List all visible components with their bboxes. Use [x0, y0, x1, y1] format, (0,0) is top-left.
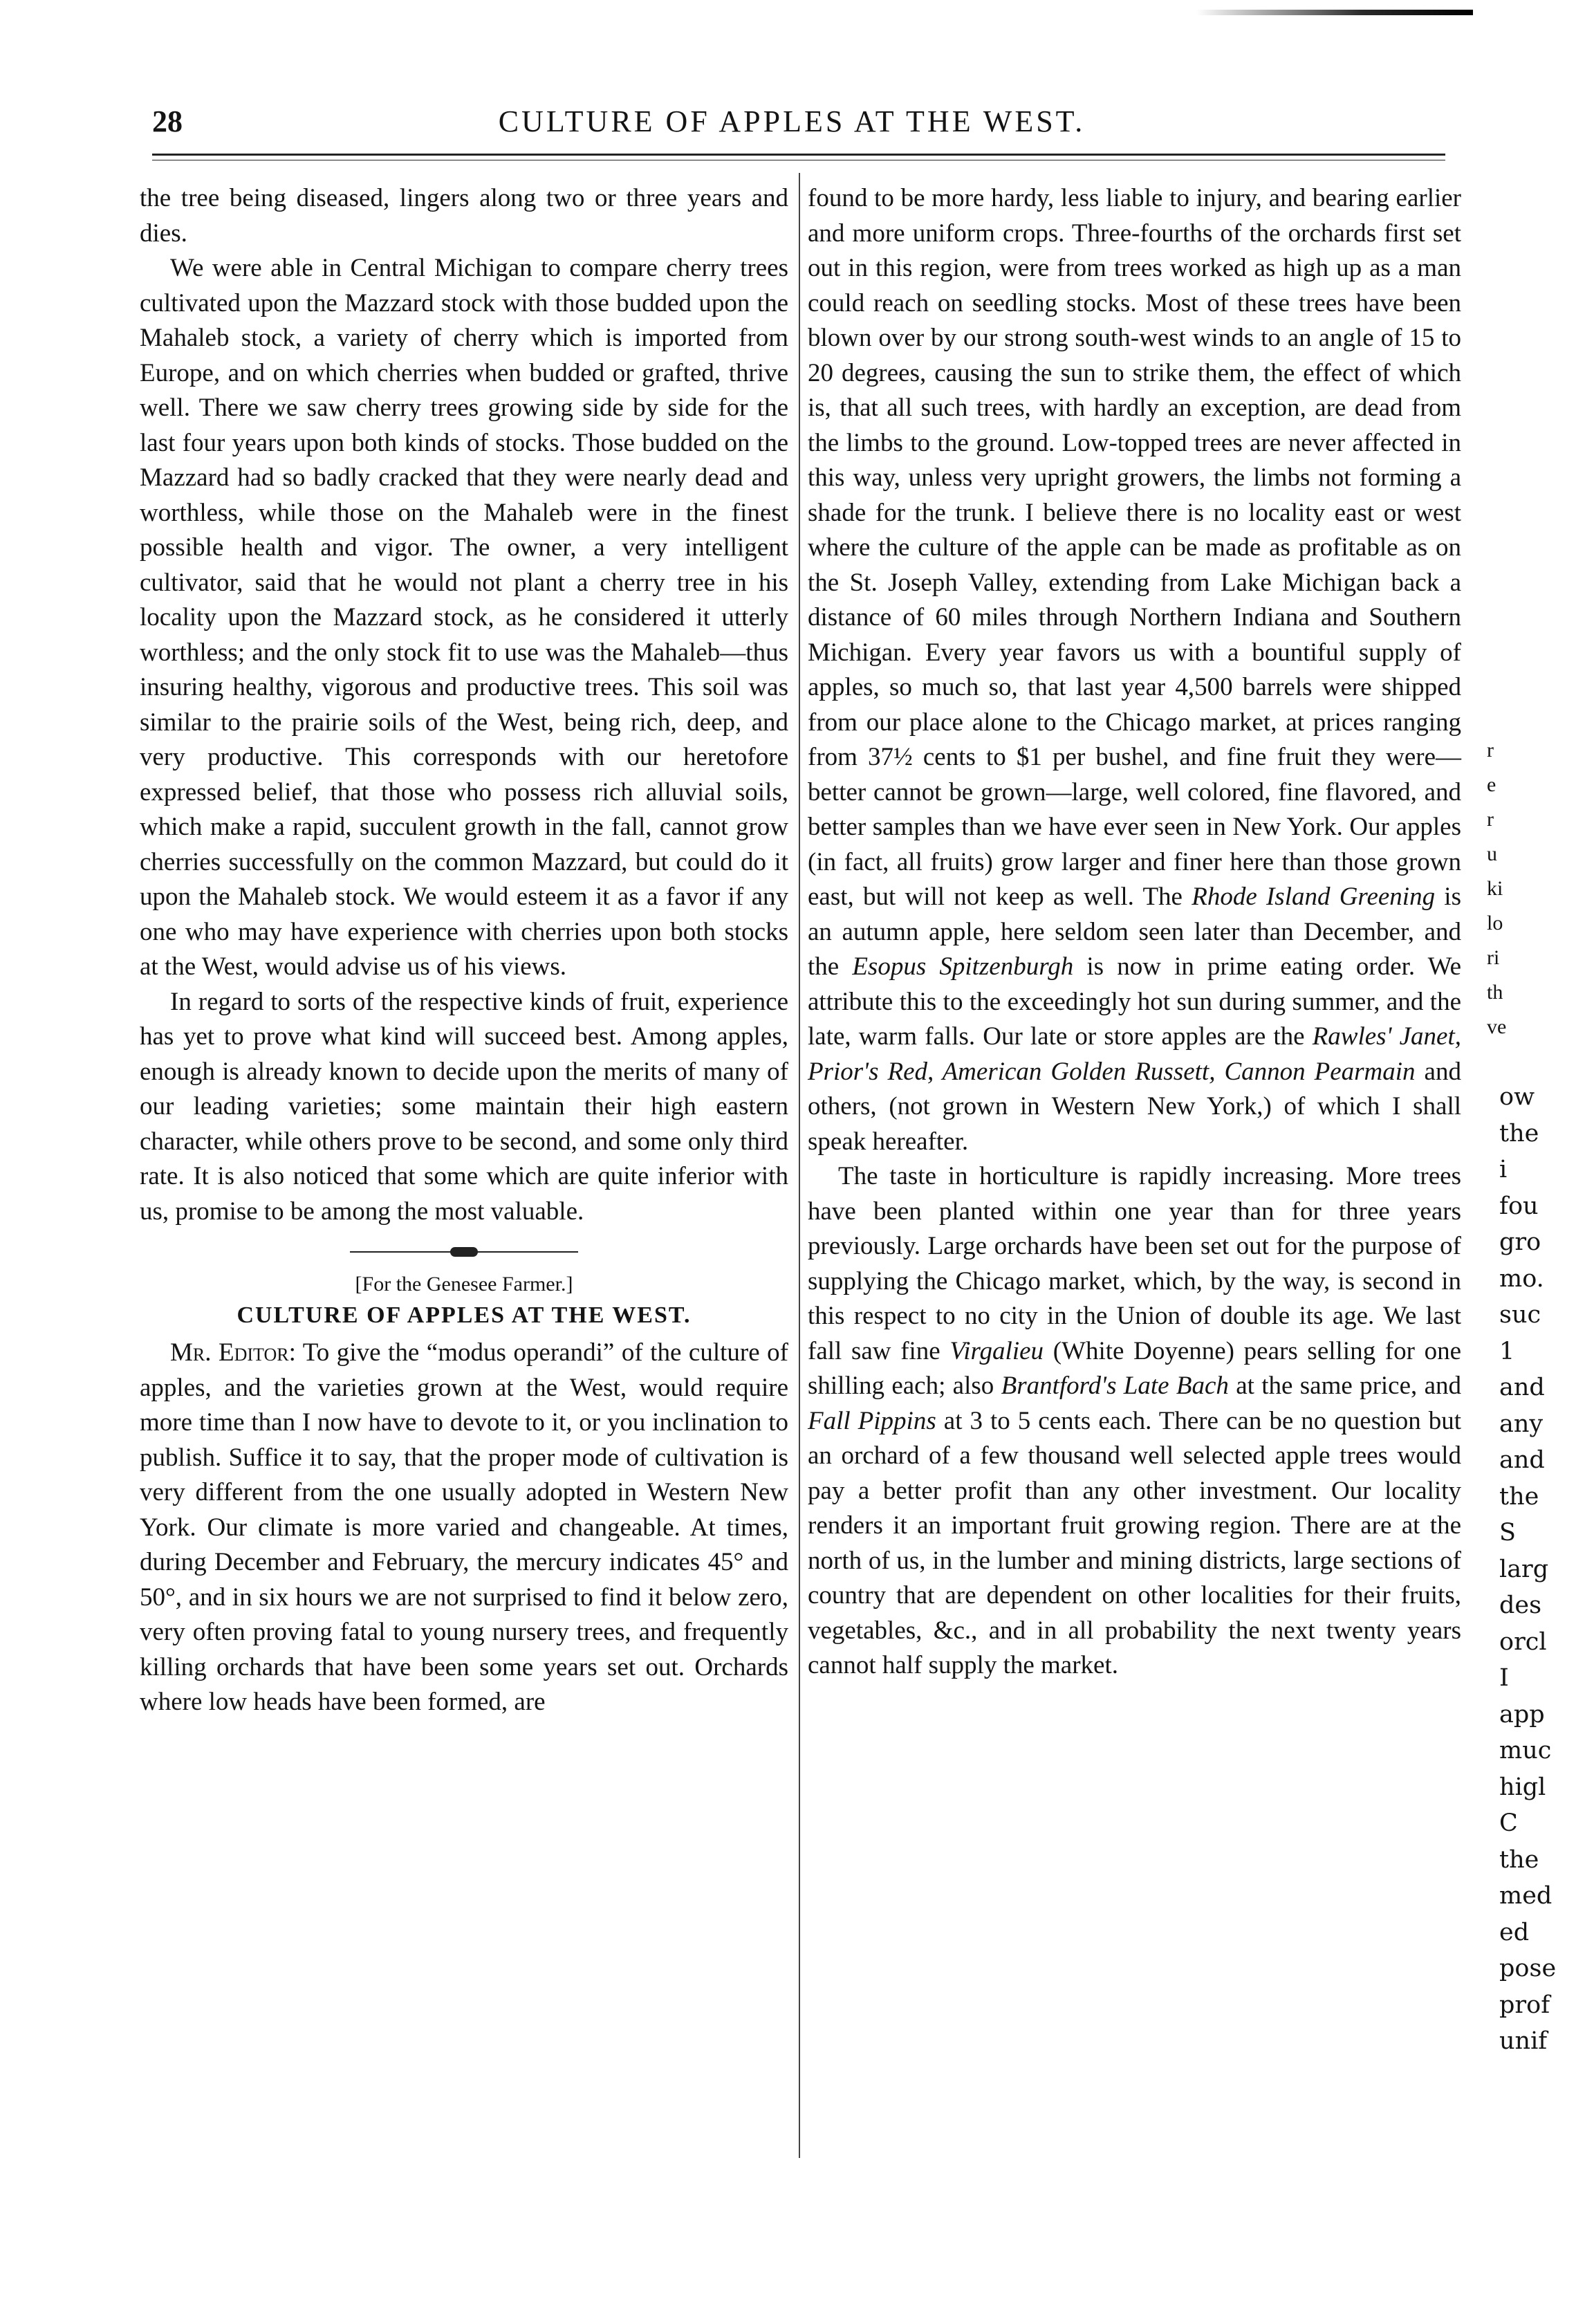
fragment-text: the — [1499, 1482, 1539, 1511]
fragment-text: pose — [1499, 1955, 1557, 1982]
fragment-text: i — [1499, 1156, 1508, 1183]
fragment-text: des — [1499, 1592, 1542, 1619]
fragment-text: and — [1499, 1446, 1545, 1474]
fragment-text: ri — [1487, 946, 1500, 969]
fragment-text: orcl — [1499, 1627, 1547, 1656]
fragment-text: any — [1499, 1410, 1544, 1438]
fragment-text: the — [1499, 1845, 1539, 1874]
fragment-text: gro — [1499, 1228, 1541, 1256]
paragraph-cherry-stocks: We were able in Central Michigan to compare cherry trees cultivated upon the Mazzard stock with those budded upon the Mahaleb stock, a variety of cherry which is imported from Europe, and on which cherries when budded or grafted, thrive well. There we saw cherry trees growing side by side for the last four years upon both kinds of stocks. Those budded on the Mazzard had so badly cracked that they were nearly dead and worthless, while those on the Mahaleb were in the finest possible health and vigor. The owner, a very intelligent cultivator, said that he would not plant a cherry tree in his locality upon the Mazzard stock, as he considered it utterly worthless; and the only stock fit to use was the Mahaleb—thus insuring healthy, vigorous and productive trees. This soil was similar to the prairie soils of the West, being rich, deep, and very productive. This corresponds with our heretofore expressed belief, that those who possess rich alluvial soils, which make a rapid, succulent growth in the fall, cannot grow cherries successfully on the common Mazzard, but could do it upon the Mahaleb stock. We would esteem it as a favor if any one who may have experience with cherries upon both stocks at the West, would advise us of his views. — [140, 254, 788, 981]
right-column — [808, 181, 1461, 1684]
fragment-text: 1 — [1499, 1337, 1515, 1365]
fragment-text: higl — [1499, 1773, 1546, 1801]
fragment-text: u — [1487, 842, 1497, 865]
fragment-text: r — [1487, 739, 1494, 762]
fragment-text: S — [1499, 1519, 1516, 1547]
fragment-text: ow — [1499, 1083, 1535, 1111]
running-title: CULTURE OF APPLES AT THE WEST. — [498, 104, 1086, 138]
article-title: CULTURE OF APPLES AT THE WEST. — [237, 1302, 692, 1328]
fragment-text: r — [1487, 808, 1494, 831]
left-column — [140, 181, 788, 1720]
fragment-text: e — [1487, 773, 1496, 796]
fragment-text: th — [1487, 981, 1503, 1004]
fragment-text: ve — [1487, 1015, 1507, 1038]
fragment-text: med — [1499, 1882, 1552, 1910]
fragment-text: ed — [1499, 1918, 1530, 1946]
fragment-text: suc — [1499, 1301, 1541, 1329]
paragraph-continuation: the tree being diseased, lingers along two or three years and dies. — [140, 184, 788, 248]
section-ornament — [350, 1244, 578, 1260]
variety-name: Brantford's Late Bach — [1001, 1372, 1229, 1400]
fragment-text: app — [1499, 1700, 1545, 1728]
fragment-text: muc — [1499, 1737, 1552, 1764]
fragment-text: lo — [1487, 912, 1503, 934]
source-note: [For the Genesee Farmer.] — [355, 1273, 573, 1295]
page-header — [152, 104, 1473, 152]
column-divider — [799, 173, 800, 2158]
fragment-text: ki — [1487, 877, 1503, 900]
fragment-text: mo. — [1499, 1264, 1544, 1293]
variety-name: Esopus Spitzenburgh — [852, 952, 1074, 981]
variety-name: Rhode Island Greening — [1192, 883, 1436, 911]
facing-page-fragments-upper — [1487, 733, 1528, 1044]
paragraph-letter-opening — [140, 1336, 788, 1720]
variety-name: Rawles' Janet, Prior's Red, American Golden Russett, Cannon Pearmain — [808, 1022, 1461, 1086]
greeting: Mr. Editor: — [170, 1338, 296, 1367]
fragment-text: larg — [1499, 1555, 1549, 1583]
page-number: 28 — [152, 104, 183, 138]
fragment-text: and — [1499, 1374, 1545, 1401]
letter-text: To give the “modus operandi” of the culture of apples, and the varieties grown at the West, would require more time than I now have to devote to it, or you inclination to publish. Suffice it to say, that the proper mode of cultivation is very different from the one usually adopted in Western New York. Our climate is more varied and changeable. At times, during December and February, the mercury indicates 45° and 50°, and in six hours we are not surprised to find it below zero, very often proving fatal to young nursery trees, and frequently killing orchards that have been some years set out. Orchards where low heads have been formed, are — [140, 1338, 788, 1716]
fragment-text: prof — [1499, 1991, 1550, 2019]
fragment-text: I — [1499, 1664, 1509, 1692]
paragraph-orchards: found to be more hardy, less liable to injury, and bearing earlier and more uniform crops. Three-fourths of the orchards first set out in this region, were from trees worked as high up as a man could reach on seedling stocks. Most of these trees have been blown over by our strong south-west winds to an angle of 15 to 20 degrees, causing the sun to strike them, the effect of which is, that all such trees, with hardly an exception, are dead from the limbs to the ground. Low-topped trees are never affected in this way, unless very upright growers, the limbs not forming a shade for the trunk. I believe there is no locality east or west where the culture of the apple can be made as profitable as on the St. Joseph Valley, extending from Lake Michigan back a distance of 60 miles through Northern Indiana and Southern Michigan. Every year favors us with a bountiful supply of apples, so much so, that last year 4,500 barrels were shipped from our place alone to the Chicago market, at prices ranging from 37½ cents to $1 per bushel, and fine fruit they were—better cannot be grown—large, well colored, fine flavored, and better samples than we have ever seen in New York. Our apples (in fact, all fruits) grow larger and finer here than those grown east, but will not keep as well. The Rhode Island Greening is an autumn apple, here seldom seen later than December, and the Esopus Spitzenburgh is now in prime eating order. We attribute this to the exceedingly hot sun during summer, and the late, warm falls. Our late or store apples are the Rawles' Janet, Prior's Red, American Golden Russett, Cannon Pearmain and others, (not grown in Western New York,) of which I shall speak hereafter. — [808, 184, 1462, 1156]
variety-name: Virgalieu — [949, 1336, 1044, 1365]
fragment-text: C — [1499, 1809, 1518, 1837]
paragraph-fruit-sorts: In regard to sorts of the respective kinds of fruit, experience has yet to prove what kind will succeed best. Among apples, enough is already known to decide upon the merits of many of our leading varieties; some maintain their high eastern character, while others prove to be second, and some only third rate. It is also noticed that some which are quite inferior with us, promise to be among the most valuable. — [140, 987, 788, 1226]
fragment-text: unif — [1499, 2027, 1548, 2055]
variety-name: Fall Pippins — [808, 1406, 936, 1435]
fragment-text: the — [1499, 1119, 1539, 1147]
top-decorative-rule — [1196, 10, 1473, 15]
header-rule — [152, 154, 1445, 160]
fragment-text: fou — [1499, 1192, 1539, 1220]
facing-page-fragments — [1499, 1079, 1585, 2060]
paragraph-horticulture: The taste in horticulture is rapidly increasing. More trees have been planted within one year than for three years previously. Large orchards have been set out for the purpose of supplying the Chicago market, which, by the way, is second in this respect to no city in the Union of double its age. We last fall saw fine Virgalieu (White Doyenne) pears selling for one shilling each; also Brantford's Late Bach at the same price, and Fall Pippins at 3 to 5 cents each. There can be no question but an orchard of a few thousand well selected apple trees would pay a better profit than any other investment. Our locality renders it an important fruit growing region. There are at the north of us, in the lumber and mining districts, large sections of country that are dependent on other localities for their fruits, vegetables, &c., and in all probability the next twenty years cannot half supply the market. — [808, 1162, 1462, 1679]
